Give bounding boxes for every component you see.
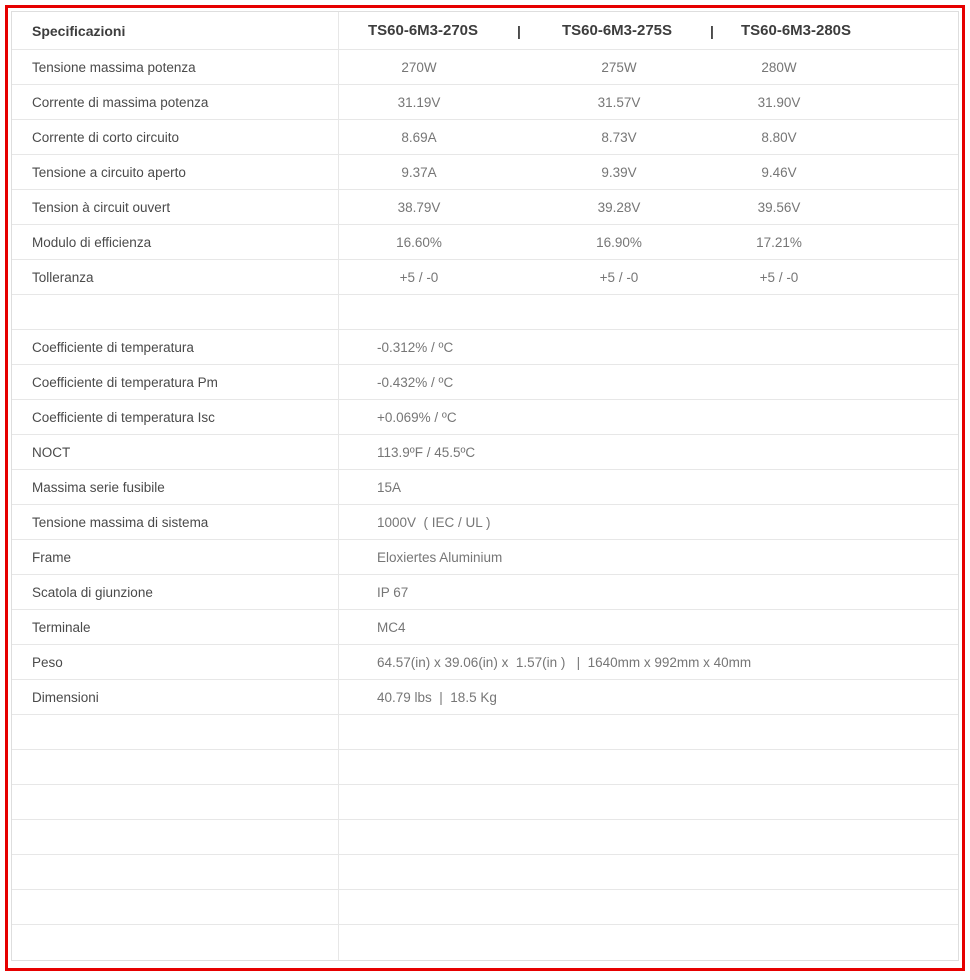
table-row: [12, 575, 958, 610]
spec-values: [338, 680, 958, 714]
spec-values: [338, 505, 958, 539]
spec-values: [338, 120, 958, 154]
spec-label: Coefficiente di temperatura Pm: [32, 374, 218, 390]
spec-label: [12, 715, 338, 749]
spec-values: [338, 155, 958, 189]
spec-value-col1: 8.69A: [401, 129, 437, 145]
spec-value-col3: 9.46V: [761, 164, 797, 180]
spec-value-col3: 31.90V: [757, 94, 801, 110]
spec-values: [338, 645, 958, 679]
spec-values: [338, 85, 958, 119]
spec-value-col1: 38.79V: [397, 199, 441, 215]
header-separator-1: |: [517, 22, 521, 39]
spec-label: Frame: [32, 549, 72, 565]
spec-value-col1: 16.60%: [396, 234, 442, 250]
spec-value: 40.79 lbs | 18.5 Kg: [377, 689, 497, 705]
spec-label: Dimensioni: [32, 689, 99, 705]
table-row: [12, 680, 958, 715]
spec-values: [338, 400, 958, 434]
table-row: [12, 820, 958, 855]
table-row: [12, 645, 958, 680]
model-header-1: TS60-6M3-270S: [367, 22, 479, 39]
spec-label: NOCT: [32, 444, 71, 460]
table-row: [12, 890, 958, 925]
spec-values: [338, 225, 958, 259]
spec-values: [338, 365, 958, 399]
spec-value-col2: 8.73V: [601, 129, 637, 145]
spec-values: [338, 750, 958, 784]
spec-value: 113.9ºF / 45.5ºC: [377, 444, 476, 460]
spec-values: [338, 610, 958, 644]
table-row: [12, 610, 958, 645]
table-row: [12, 750, 958, 785]
spec-value: IP 67: [377, 584, 409, 600]
spec-label: Peso: [32, 654, 63, 670]
table-row: [12, 470, 958, 505]
header-separator-2: |: [710, 22, 714, 39]
table-row: [12, 540, 958, 575]
spec-label: Tensione massima di sistema: [32, 514, 209, 530]
spec-value-col3: 280W: [761, 59, 797, 75]
table-row: [12, 120, 958, 155]
spec-value: -0.312% / ºC: [377, 339, 454, 355]
spec-label: Terminale: [32, 619, 91, 635]
table-row: [12, 785, 958, 820]
spec-value: 15A: [377, 479, 402, 495]
spec-value-col2: +5 / -0: [599, 269, 639, 285]
spec-values: [338, 470, 958, 504]
spec-label: [12, 890, 338, 924]
spec-label: Tensione massima potenza: [32, 59, 196, 75]
spec-values: [338, 50, 958, 84]
table-row: [12, 715, 958, 750]
table-row: [12, 225, 958, 260]
spec-value-col2: 275W: [601, 59, 637, 75]
spec-value: MC4: [377, 619, 406, 635]
table-row: [12, 925, 958, 960]
spec-values: [338, 330, 958, 364]
spec-label: [12, 295, 338, 329]
model-header-2: TS60-6M3-275S: [561, 22, 673, 39]
model-headers: [338, 12, 958, 49]
spec-values: [338, 890, 958, 924]
spec-label: [12, 925, 338, 960]
red-border-frame: [5, 5, 965, 971]
spec-label: Corrente di massima potenza: [32, 94, 209, 110]
spec-label: Tolleranza: [32, 269, 94, 285]
spec-value-col1: 9.37A: [401, 164, 437, 180]
spec-value-col1: 31.19V: [397, 94, 441, 110]
spec-values: [338, 925, 958, 960]
spec-column-header: Specificazioni: [32, 22, 126, 39]
table-row: [12, 400, 958, 435]
table-row: [12, 155, 958, 190]
table-row: [12, 85, 958, 120]
spec-label: [12, 855, 338, 889]
spec-value-col2: 9.39V: [601, 164, 637, 180]
spec-label: Tensione a circuito aperto: [32, 164, 186, 180]
spec-value-col1: +5 / -0: [399, 269, 439, 285]
spec-label: [12, 785, 338, 819]
table-row: [12, 505, 958, 540]
spec-values: [338, 820, 958, 854]
spec-value-col2: 31.57V: [597, 94, 641, 110]
spec-values: [338, 260, 958, 294]
spec-value: -0.432% / ºC: [377, 374, 454, 390]
model-header-3: TS60-6M3-280S: [740, 22, 852, 39]
spec-label: Modulo di efficienza: [32, 234, 152, 250]
spec-values: [338, 715, 958, 749]
specifications-table: [11, 11, 959, 961]
spec-value-col3: 17.21%: [756, 234, 802, 250]
spec-value: +0.069% / ºC: [377, 409, 457, 425]
table-row: [12, 365, 958, 400]
spec-value: 64.57(in) x 39.06(in) x 1.57(in ) | 1640mm x 992mm x 40mm: [377, 654, 752, 670]
spec-rows: [12, 50, 958, 960]
spec-label: [12, 820, 338, 854]
spec-label: Scatola di giunzione: [32, 584, 153, 600]
spec-value-col2: 16.90%: [596, 234, 642, 250]
table-row: [12, 295, 958, 330]
spec-value-col1: 270W: [401, 59, 437, 75]
table-header-row: [12, 12, 958, 50]
spec-label: Coefficiente di temperatura: [32, 339, 194, 355]
spec-label: Coefficiente di temperatura Isc: [32, 409, 215, 425]
spec-values: [338, 855, 958, 889]
spec-label: Corrente di corto circuito: [32, 129, 180, 145]
spec-label: Massima serie fusibile: [32, 479, 165, 495]
spec-values: [338, 540, 958, 574]
spec-values: [338, 435, 958, 469]
spec-value-col3: 8.80V: [761, 129, 797, 145]
spec-value-col3: +5 / -0: [759, 269, 799, 285]
table-row: [12, 435, 958, 470]
spec-value: 1000V ( IEC / UL ): [377, 514, 491, 530]
table-row: [12, 50, 958, 85]
spec-value-col3: 39.56V: [757, 199, 801, 215]
spec-value-col2: 39.28V: [597, 199, 641, 215]
spec-value: Eloxiertes Aluminium: [377, 549, 503, 565]
spec-label: Tension à circuit ouvert: [32, 199, 171, 215]
spec-values: [338, 575, 958, 609]
spec-values: [338, 295, 958, 329]
table-row: [12, 855, 958, 890]
table-row: [12, 330, 958, 365]
spec-values: [338, 785, 958, 819]
spec-label: [12, 750, 338, 784]
spec-values: [338, 190, 958, 224]
table-row: [12, 190, 958, 225]
table-row: [12, 260, 958, 295]
